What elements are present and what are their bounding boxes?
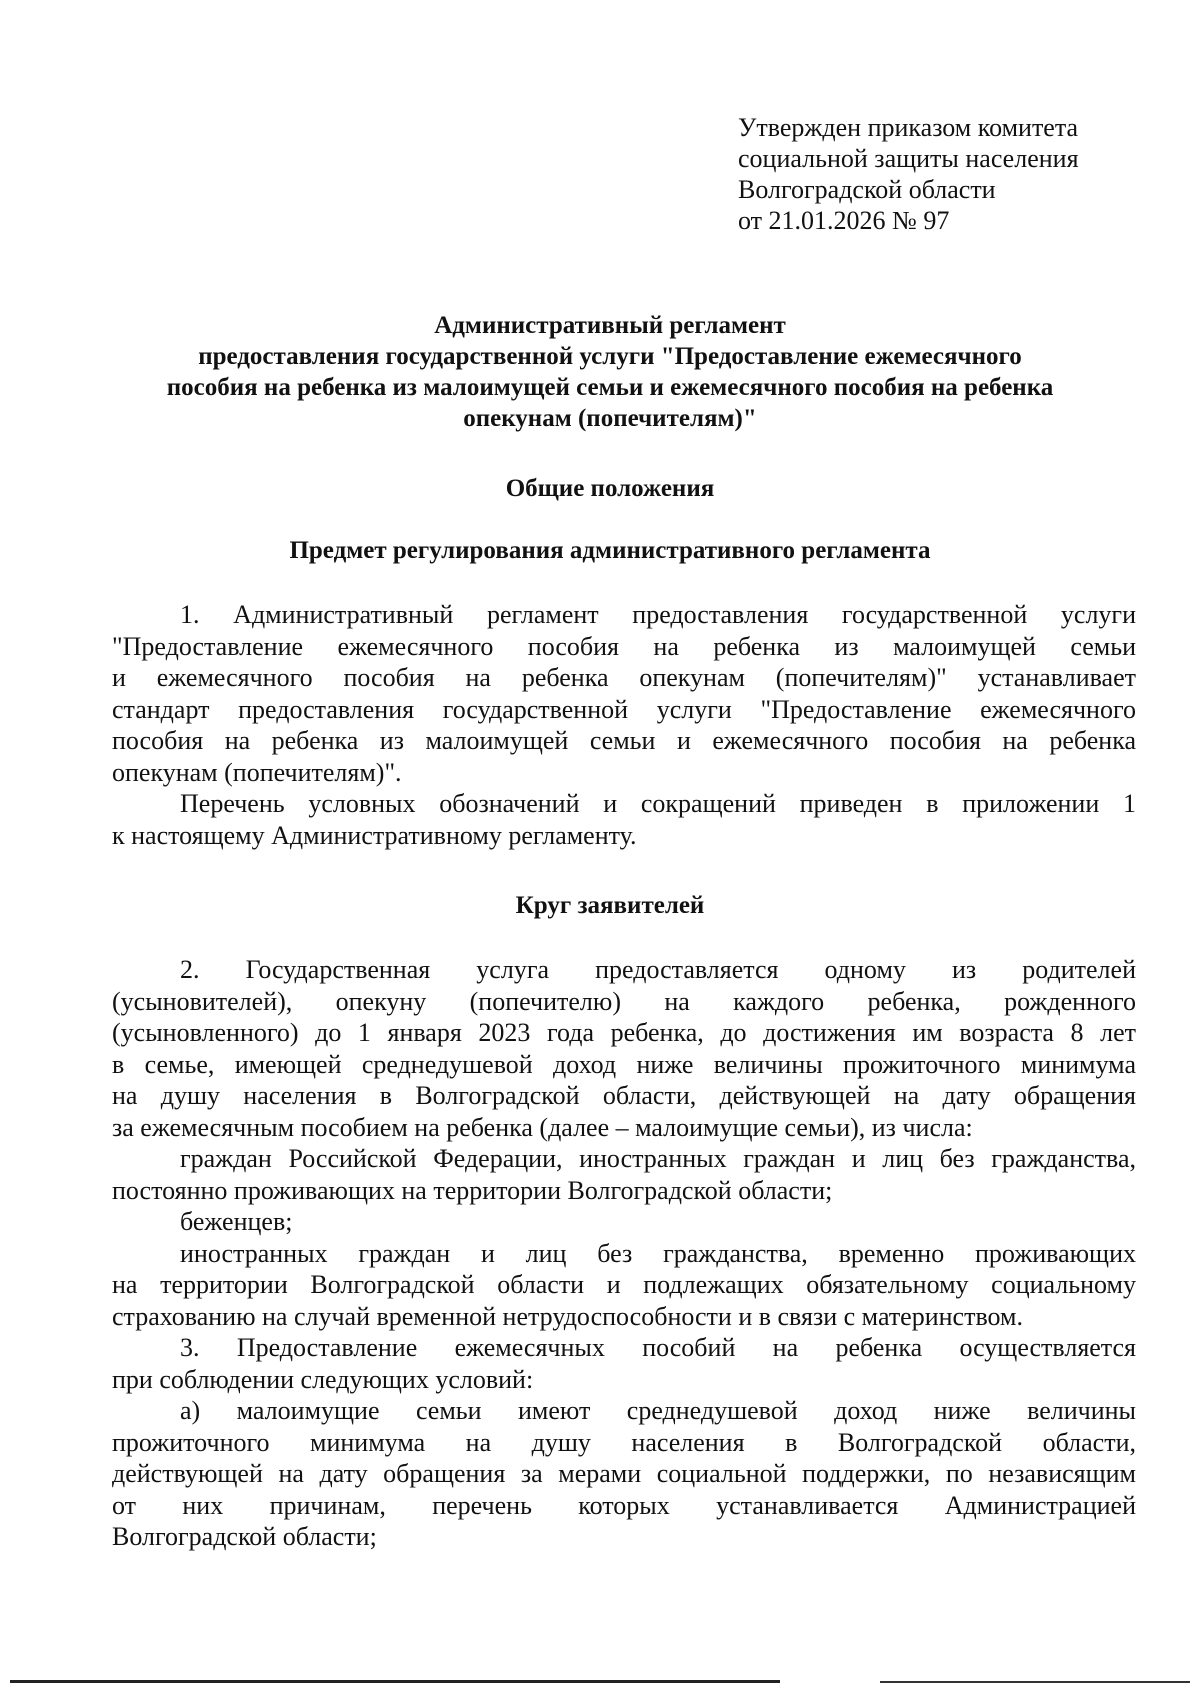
text-line: Перечень условных обозначений и сокращений приведен в приложении 1 (180, 789, 1136, 818)
text-line: 2. Государственная услуга предоставляется одному из родителей (180, 955, 1136, 984)
text-line: действующей на дату обращения за мерами социальной поддержки, по независящим (112, 1459, 1136, 1488)
document-title (110, 310, 1110, 434)
paragraph-2 (112, 954, 1136, 1553)
text-line: пособия на ребенка из малоимущей семьи и ежемесячного пособия на ребенка (112, 726, 1136, 755)
text-line: опекунам (попечителям)". (112, 757, 402, 787)
section-heading-applicants: Круг заявителей (515, 892, 705, 919)
text-line: беженцев; (180, 1207, 293, 1236)
text-line: на душу населения в Волгоградской области, действующей на дату обращения (112, 1081, 1136, 1110)
text-line: иностранных граждан и лиц без гражданства, временно проживающих (180, 1238, 1136, 1268)
text-line: прожиточного минимума на душу населения в Волгоградской области, (112, 1427, 1136, 1457)
text-line: на территории Волгоградской области и подлежащих обязательному социальному (112, 1270, 1136, 1299)
approval-order-date: от 21.01.2026 № 97 (738, 206, 950, 235)
approval-line: социальной защиты населения (738, 144, 1079, 173)
title-line: предоставления государственной услуги "Предоставление ежемесячного (198, 343, 1022, 370)
approval-line: Утвержден приказом комитета (738, 113, 1079, 142)
section-heading-subject: Предмет регулирования административного регламента (289, 537, 931, 564)
text-line: (усыновленного) до 1 января 2023 года ребенка, до достижения им возраста 8 лет (112, 1018, 1136, 1047)
text-line: стандарт предоставления государственной услуги "Предоставление ежемесячного (112, 694, 1136, 724)
text-line: 3. Предоставление ежемесячных пособий на ребенка осуществляется (180, 1333, 1136, 1362)
text-line: 1. Административный регламент предоставления государственной услуги (180, 600, 1136, 629)
text-line: "Предоставление ежемесячного пособия на ребенка из малоимущей семьи (112, 631, 1136, 661)
text-line: (усыновителей), опекуну (попечителю) на каждого ребенка, рожденного (112, 986, 1136, 1016)
title-line: пособия на ребенка из малоимущей семьи и ежемесячного пособия на ребенка (166, 374, 1054, 401)
text-line: граждан Российской Федерации, иностранных граждан и лиц без гражданства, (180, 1144, 1136, 1173)
text-line: от них причинам, перечень которых устанавливается Администрацией (112, 1490, 1136, 1520)
text-line: страхованию на случай временной нетрудоспособности и в связи с материнством. (112, 1301, 1024, 1331)
scan-edge-line (10, 1680, 780, 1683)
text-line: и ежемесячного пособия на ребенка опекунам (попечителям)" устанавливает (112, 663, 1136, 692)
text-line: в семье, имеющей среднедушевой доход ниже величины прожиточного минимума (112, 1049, 1136, 1079)
text-line: при соблюдении следующих условий: (112, 1364, 534, 1394)
approval-line: Волгоградской области (738, 175, 996, 204)
section-heading-general: Общие положения (505, 475, 715, 502)
text-line: к настоящему Административному регламенту. (112, 820, 637, 850)
scan-edge-line (880, 1681, 1190, 1683)
text-line: за ежемесячным пособием на ребенка (далее – малоимущие семьи), из числа: (112, 1112, 973, 1142)
title-line: опекунам (попечителям)" (463, 405, 757, 432)
text-line: а) малоимущие семьи имеют среднедушевой доход ниже величины (180, 1396, 1136, 1425)
text-line: Волгоградской области; (112, 1522, 377, 1551)
title-line: Административный регламент (434, 312, 786, 339)
paragraph-1 (112, 599, 1136, 851)
text-line: постоянно проживающих на территории Волгоградской области; (112, 1175, 833, 1205)
approval-stamp (738, 112, 1079, 236)
